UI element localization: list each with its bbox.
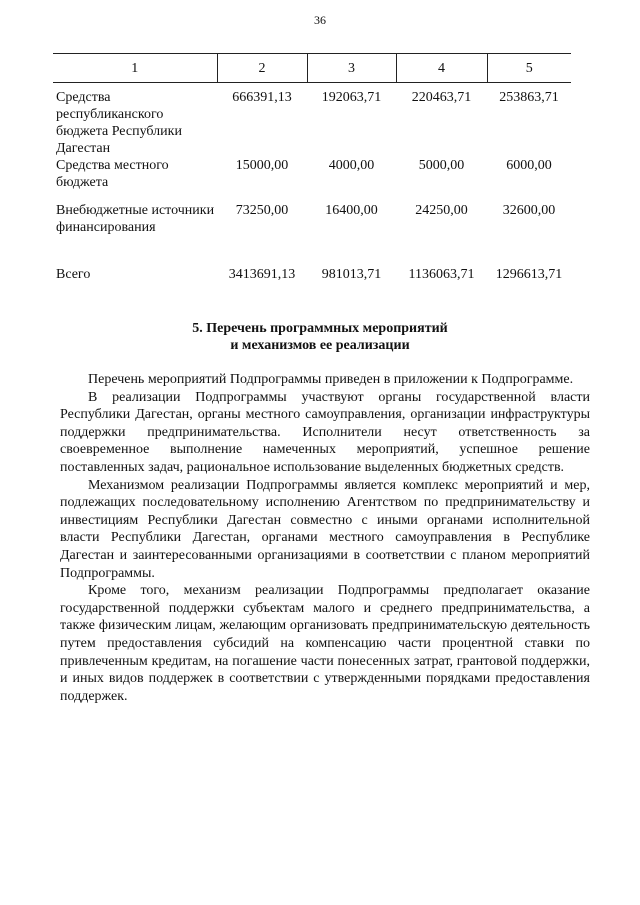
row-label: Всего [56, 267, 91, 282]
table-cell: 192063,71 [321, 90, 382, 105]
section-title-line: 5. Перечень программных мероприятий [192, 321, 448, 336]
table-cell: 16400,00 [325, 203, 378, 218]
table-cell: 6000,00 [506, 158, 552, 173]
paragraph: Механизмом реализации Подпрограммы является комплекс мероприятий и мер, подлежащих последовательному исполнению Агентством по предпринимательству и инвестициям Республики Дагестан совместно с иными органами исполнительной власти Республики Дагестан, органами местного самоуправления в Республике Дагестан и заинтересованными организациями в соответствии с планом мероприятий Подпрограммы. [60, 477, 590, 581]
table-cell: 15000,00 [235, 158, 289, 173]
row-label: Внебюджетные источники финансирования [56, 203, 215, 235]
row-label: Средства республиканского бюджета Республики Дагестан [56, 90, 182, 156]
table-cell: 253863,71 [499, 90, 559, 105]
table-cell: 666391,13 [232, 90, 292, 105]
funding-table [53, 53, 571, 286]
table-cell: 3413691,13 [228, 267, 296, 282]
table-cell: 24250,00 [415, 203, 468, 218]
table-header-cell: 3 [307, 54, 396, 83]
table-cell: 73250,00 [235, 203, 289, 218]
table-cell: 981013,71 [321, 267, 382, 282]
table-cell: 5000,00 [418, 158, 465, 173]
table-cell: 1136063,71 [408, 267, 475, 282]
table-header-cell: 5 [487, 54, 571, 83]
paragraph: В реализации Подпрограммы участвуют органы государственной власти Республики Дагестан, органы местного самоуправления, организации инфраструктуры поддержки предпринимательства. Исполнители несут ответственность за своевременное выполнение намеченных мероприятий, успешное решение поставленных задач, рациональное использование выделенных бюджетных средств. [60, 389, 590, 475]
table-cell: 4000,00 [328, 158, 375, 173]
row-label: Средства местного бюджета [56, 158, 169, 190]
section-heading [0, 320, 640, 354]
table-cell: 220463,71 [411, 90, 472, 105]
paragraph: Кроме того, механизм реализации Подпрограммы предполагает оказание государственной поддержки субъектам малого и среднего предпринимательства, а также физическим лицам, желающим организовать предпринимательскую деятельность путем предоставления субсидий на компенсацию части процентной ставки по привлеченным кредитам, на погашение части понесенных затрат, грантовой поддержки, и иных видов поддержек в соответствии с утвержденными порядками предоставления поддержек. [60, 583, 590, 704]
table-row [53, 83, 571, 158]
paragraph: Перечень мероприятий Подпрограммы приведен в приложении к Подпрограмме. [88, 372, 574, 387]
table-row [53, 157, 571, 202]
table-header-cell: 1 [53, 54, 217, 83]
body-text [60, 371, 590, 705]
section-title-line: и механизмов ее реализации [230, 338, 410, 353]
table-cell: 32600,00 [502, 203, 556, 218]
table-row [53, 202, 571, 266]
page-number: 36 [314, 13, 326, 27]
table-row-total [53, 266, 571, 286]
table-header-row [53, 54, 571, 83]
table-header-cell: 4 [396, 54, 487, 83]
table-header-cell: 2 [217, 54, 307, 83]
table-cell: 1296613,71 [495, 267, 563, 282]
